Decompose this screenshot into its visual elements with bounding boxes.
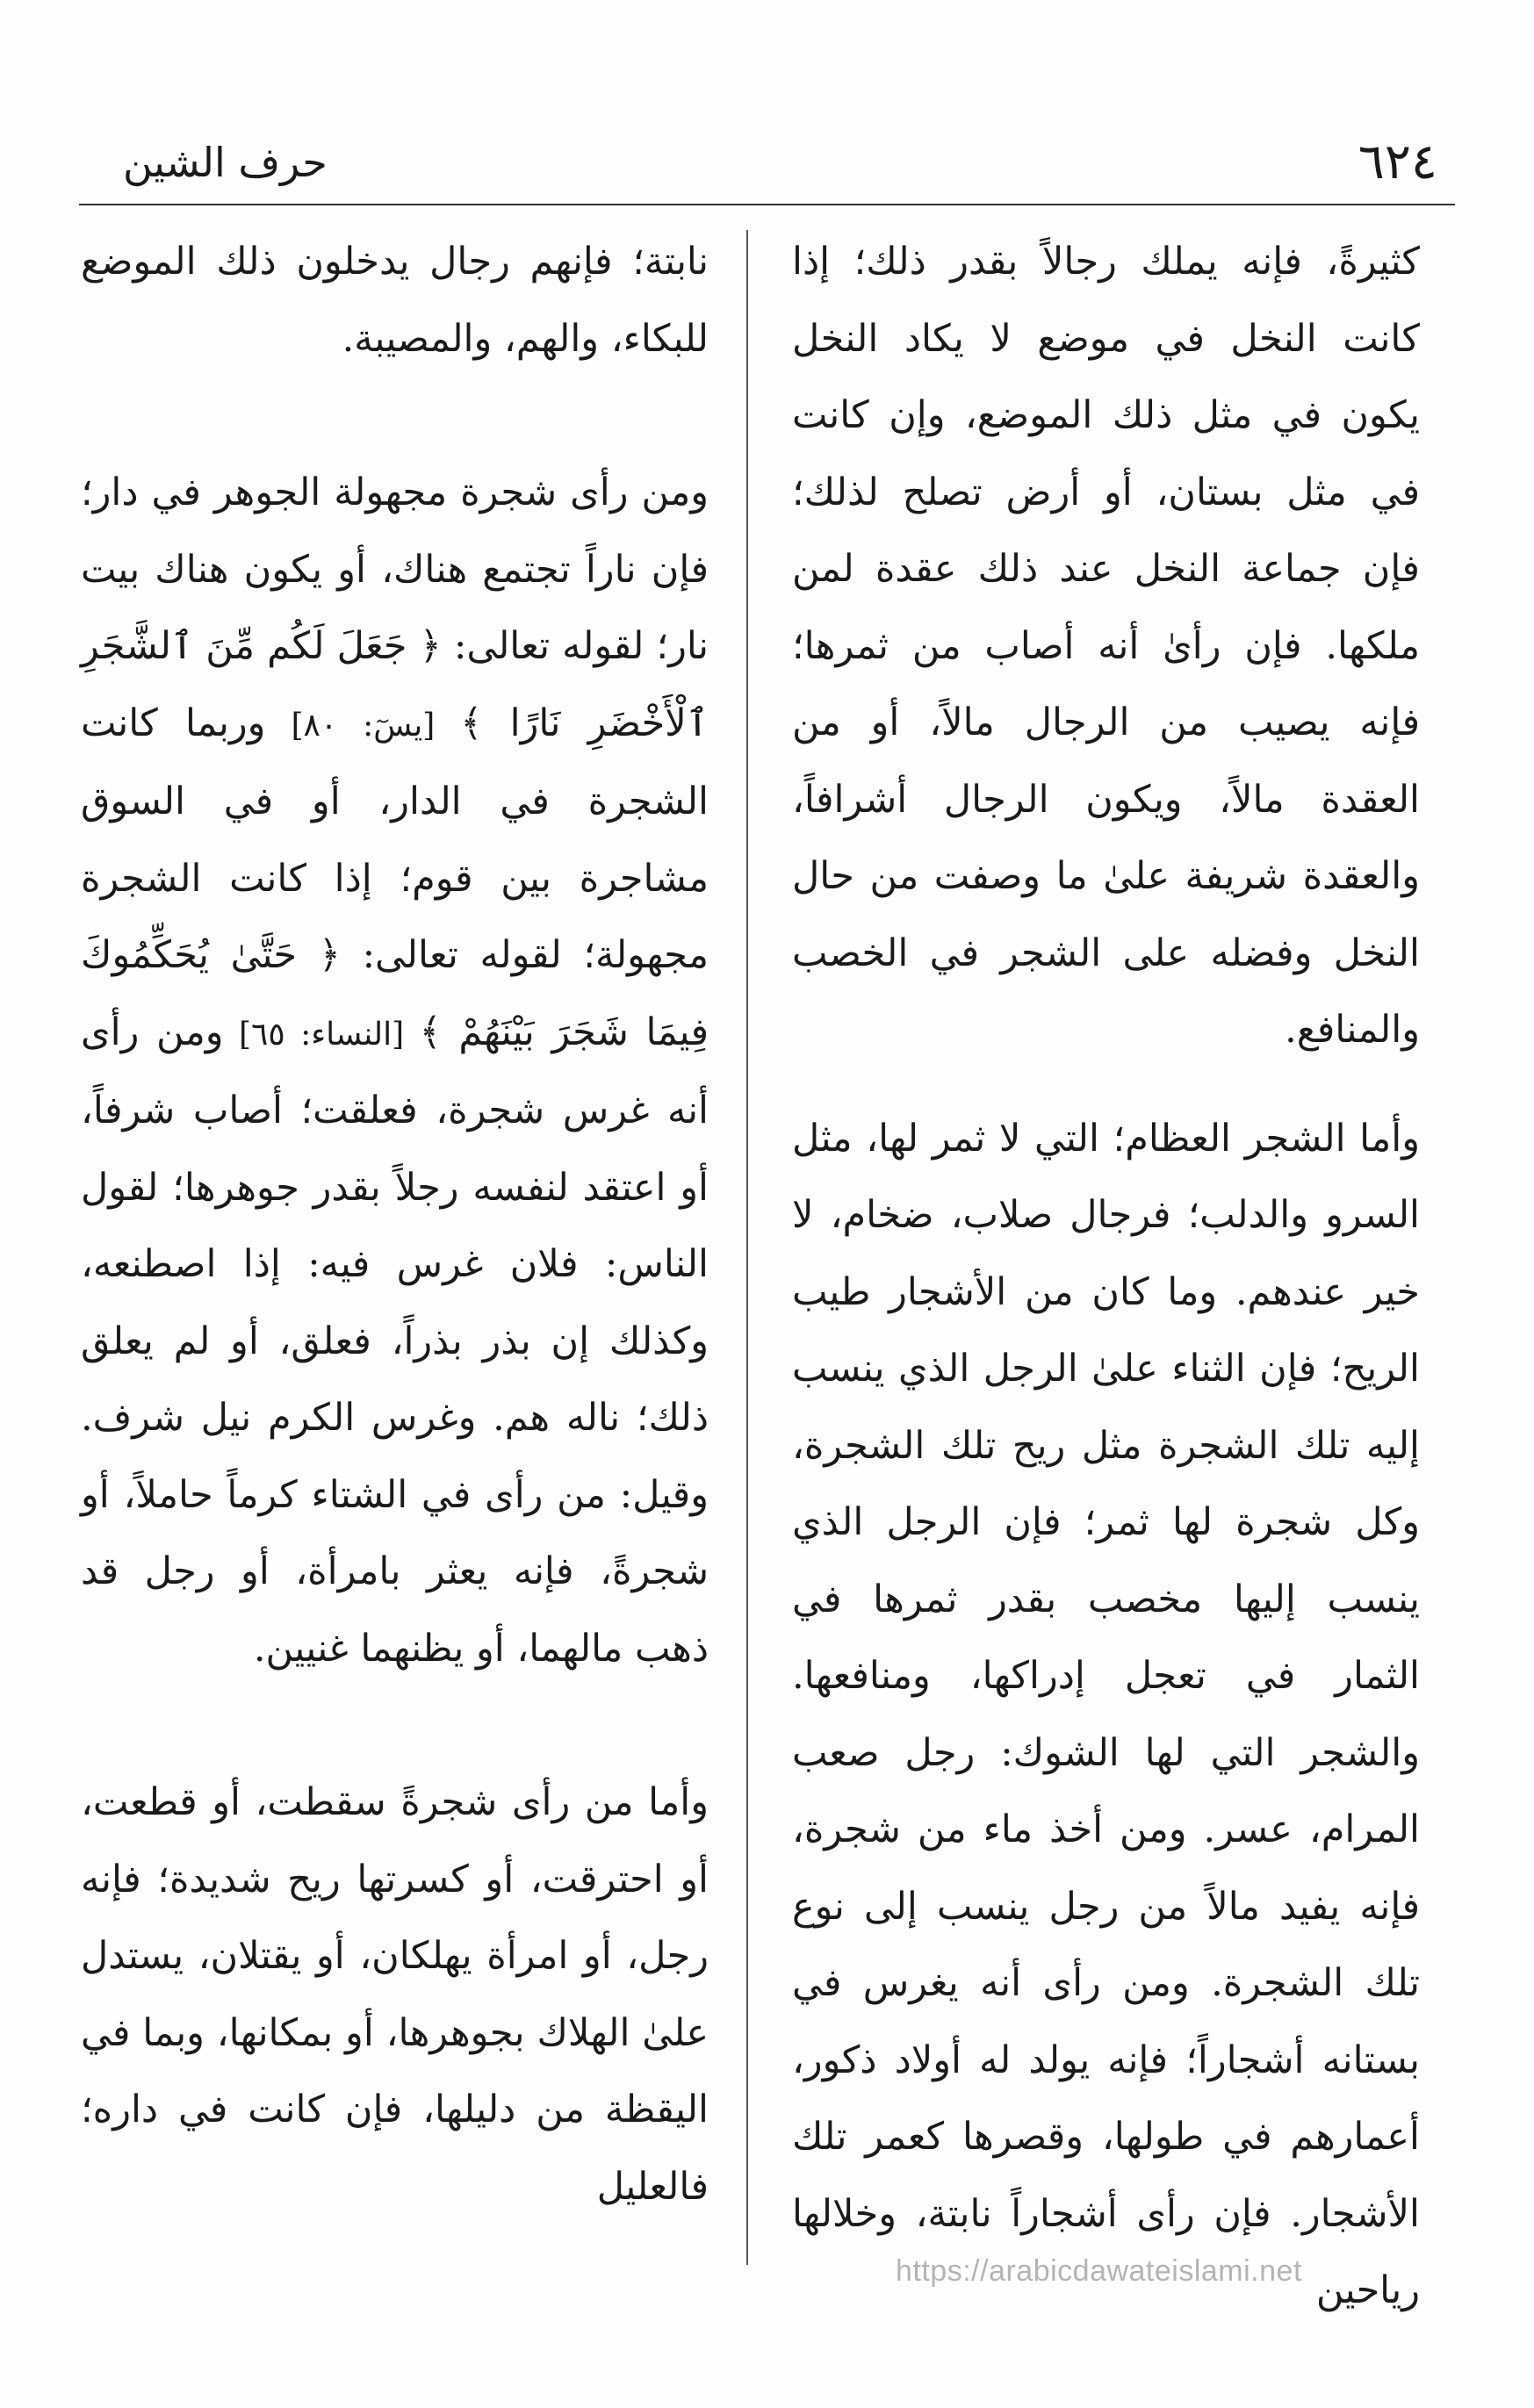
page-header xyxy=(79,132,1455,202)
watermark-url: https://arabicdawateislami.net xyxy=(896,2254,1302,2288)
column-divider xyxy=(746,230,748,2265)
left-paragraph-1: نابتة؛ فإنهم رجال يدخلون ذلك الموضع للبكاء، والهم، والمصيبة. xyxy=(81,240,709,361)
page-number: ٦٢٤ xyxy=(1358,133,1437,190)
right-column xyxy=(792,224,1420,2330)
left-paragraph-3: وأما من رأى شجرةً سقطت، أو قطعت، أو احترقت، أو كسرتها ريح شديدة؛ فإنه رجل، أو امرأة يهلكان، أو يقتلان، يستدل علىٰ الهلاك بجوهرها، أو بمكانها، وبما في اليقظة من دليلها، فإن كانت في داره؛ فالعليل xyxy=(81,1780,709,2209)
paragraph-text: ومن رأى أنه غرس شجرة، فعلقت؛ أصاب شرفاً، أو اعتقد لنفسه رجلاً بقدر جوهرها؛ لقول الناس: فلان غرس فيه: إذا اصطنعه، وكذلك إن بذر بذراً، فعلق، أو لم يعلق ذلك؛ ناله هم. وغرس الكرم نيل شرف. وقيل: من رأى في الشتاء كرماً حاملاً، أو شجرةً، فإنه يعثر بامرأة، أو رجل قد ذهب مالهما، أو يظنهما غنيين. xyxy=(81,1010,709,1671)
quran-verse: ﴿ جَعَلَ لَكُم مِّنَ ٱلشَّجَرِ ٱلْأَخْضَرِ نَارًا ﴾ xyxy=(81,624,709,745)
paragraph-text: وربما كانت الشجرة في الدار، أو في السوق مشاجرة بين قوم؛ إذا كانت الشجرة مجهولة؛ لقوله تعالى: xyxy=(81,701,709,977)
verse-reference: [يسٓ: ٨٠] xyxy=(265,707,461,744)
left-paragraph-2 xyxy=(81,455,709,1687)
header-rule xyxy=(79,204,1455,205)
paragraph-text: ومن رأى شجرة مجهولة الجوهر في دار؛ فإن ناراً تجتمع هناك، أو يكون هناك بيت نار؛ لقوله تعالى: xyxy=(81,471,709,668)
right-paragraph-2: وأما الشجر العظام؛ التي لا ثمر لها، مثل السرو والدلب؛ فرجال صلاب، ضخام، لا خير عندهم. وما كان من الأشجار طيب الريح؛ فإن الثناء علىٰ الرجل الذي ينسب إليه تلك الشجرة مثل ريح تلك الشجرة، وكل شجرة لها ثمر؛ فإن الرجل الذي ينسب إليها مخصب بقدر ثمرها في الثمار في تعجل إدراكها، ومنافعها. والشجر التي لها الشوك: رجل صعب المرام، عسر. ومن أخذ ماء من شجرة، فإنه يفيد مالاً من رجل ينسب إلى نوع تلك الشجرة. ومن رأى أنه يغرس في بستانه أشجاراً؛ فإنه يولد له أولاد ذكور، أعمارهم في طولها، وقصرها كعمر تلك الأشجار. فإن رأى أشجاراً نابتة، وخلالها رياحين xyxy=(792,1116,1420,2312)
right-paragraph-1: كثيرةً، فإنه يملك رجالاً بقدر ذلك؛ إذا كانت النخل في موضع لا يكاد النخل يكون في مثل ذلك الموضع، وإن كانت في مثل بستان، أو أرض تصلح لذلك؛ فإن جماعة النخل عند ذلك عقدة لمن ملكها. فإن رأىٰ أنه أصاب من ثمرها؛ فإنه يصيب من الرجال مالاً، أو من العقدة مالاً، ويكون الرجال أشرافاً، والعقدة شريفة علىٰ ما وصفت من حال النخل وفضله على الشجر في الخصب والمنافع. xyxy=(792,240,1420,1052)
verse-reference: [النساء: ٦٥] xyxy=(223,1016,420,1053)
running-title: حرف الشين xyxy=(123,139,328,186)
left-column xyxy=(81,224,709,2225)
quran-verse: ﴿ حَتَّىٰ يُحَكِّمُوكَ فِيمَا شَجَرَ بَيْنَهُمْ ﴾ xyxy=(81,933,709,1054)
